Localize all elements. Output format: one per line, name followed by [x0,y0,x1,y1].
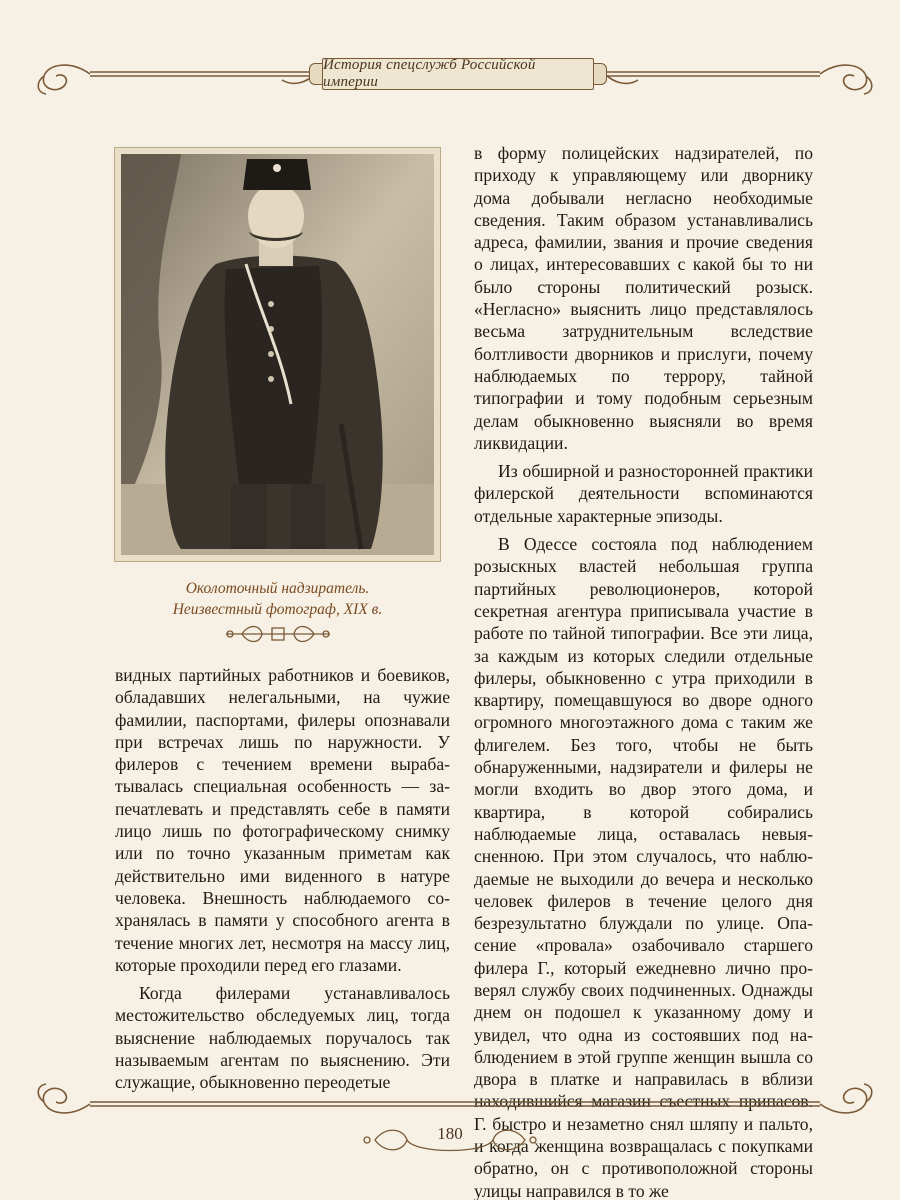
left-column [115,664,450,1094]
caption-line-2: Неизвестный фотограф, XIX в. [172,601,383,618]
page-number: 180 [437,1124,463,1143]
caption-ornament [222,622,334,646]
portrait-image [121,154,434,555]
running-head: История спецслужб Российской империи [323,57,536,90]
portrait-photo [115,148,440,561]
right-paragraph-3: В Одессе состояла под наблюдением розыскных властей небольшая группа партийных революционеров, которой секретная агентура приписывала участие в работе по тайной типографии. Все эти лица, за каждым из которых следили отдельные филеры, обыкновенно с утра приходили в квартиру, помещавшуюся во дворе одного огромного многоэтажного дома с таким же флигелем. Без того, чтобы не быть обнаруженными, надзиратели и филеры не могли входить во двор этого дома, и квартира, в которой собирались наблюдаемые лица, оставалась невыясненною. При этом случалось, что наблюдаемые не выходили до вечера и несколько человек филеров в течение целого дня безрезультатно блуждали по улице. Опасение «провала» озабочивало старшего филера Г., который ежедневно лично проверял службу своих подчиненных. Однажды днем он подошел к указанному дому и увидел, что одна из состоявших под наблюдением в этой группе женщин вышла со двора в платке и направилась в вблизи находившийся магазин съестных припасов. Г. быстро и незаметно снял шляпу и пальто, и когда женщина возвращалась с покупками обратно, он с противоположной стороны улицы направился в то же [474,534,813,1200]
running-head-banner [322,58,594,90]
photo-caption [115,578,440,620]
right-paragraph-2: Из обширной и разносторонней практики филерской деятельности вспоминаются отдельные характерные эпизоды. [474,461,813,526]
caption-line-1: Околоточный надзиратель. [185,580,370,597]
right-paragraph-1: в форму полицейских надзирателей, по приходу к управляющему или дворнику дома добывали негласно необходимые сведения. Таким образом устанавливались адреса, фамилии, звания и прочие сведения о лицах, интересовавших с какой бы то ни было стороны политический розыск. «Негласно» выяснить лицо представлялось весьма затруднительным вследствие болтливости дворников и прислуги, почему наблюдаемых по террору, тайной типографии и тому подобным серьезным делам обыкновенно выясняли во время ликвидации. [474,143,813,453]
left-paragraph-1: видных партийных работников и боевиков, обладавших нелегальными, на чужие фамилии, паспортами, филеры опознавали при встречах лишь по наружности. У филеров с течением времени вырабатывалась специальная особенность — запечатлевать и представлять себе в памяти лицо лишь по фотографическому снимку или по точно указанным приметам как действительно ими виденного в натуре человека. Внешность наблюдаемого сохранялась в памяти у способного агента в течение многих лет, несмотря на массу лиц, которые проходили перед его глазами. [115,665,450,975]
footer-ornament [30,1062,880,1122]
right-column [474,142,813,1200]
left-paragraph-2: Когда филерами устанавливалось местожительство обследуемых лиц, тогда выяснение наблюдаемых поручалось так называемым агентам по выяснению. Эти служащие, обыкновенно переодетые [115,983,450,1093]
